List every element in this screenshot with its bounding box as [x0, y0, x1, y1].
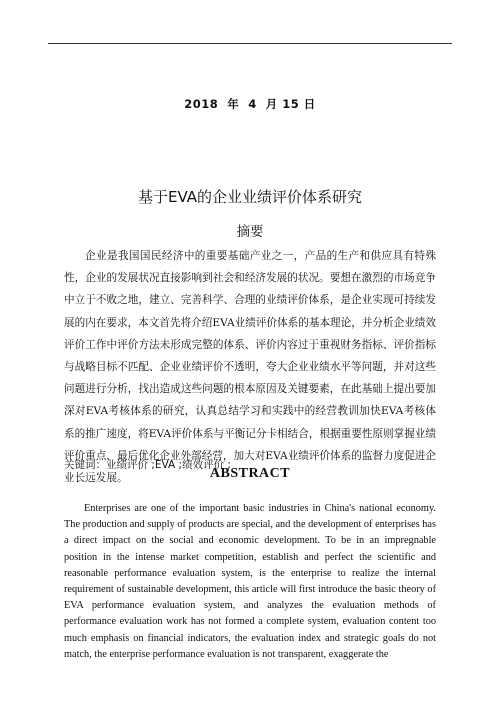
abstract-body-english: Enterprises are one of the important basic industries in China's national economy. The production and supply of products are special, and the development of enterprises has a direct impact on the social and economic development. To be in an impregnable position in the intense market competition, establish and perfect the scientific and reasonable performance evaluation system, is the enterprise to realize the internal requirement of sustainable development, this article will first introduce the basic theory of EVA performance evaluation system, and analyzes the evaluation methods of performance evaluation work has not formed a complete system, evaluation content too much emphasis on financial indicators, the evaluation index and strategic goals do not match, the enterprise performance evaluation is not transparent, exaggerate the: [64, 503, 436, 660]
document-date: 2018 年 4 月 15 日: [184, 97, 316, 111]
keywords-line: 关键词：业绩评价 ;EVA ;绩效评价 ;: [64, 459, 231, 471]
abstract-body-chinese: 企业是我国国民经济中的重要基础产业之一，产品的生产和供应具有特殊性，企业的发展状况直接影响到社会和经济发展的状况。要想在激烈的市场竞争中立于不败之地，建立、完善科学、合理的业绩评价体系，是企业实现可持续发展的内在要求，本文首先将介绍EVA业绩评价体系的基本理论，并分析企业绩效评价工作中评价方法未形成完整的体系、评价内容过于重视财务指标、评价指标与战略目标不匹配、企业业绩评价不透明，夸大企业业绩水平等问题，并对这些问题进行分析，找出造成这些问题的根本原因及关键要素，在此基础上提出要加深对EVA考核体系的研究，认真总结学习和实践中的经营教训加快EVA考核体系的推广速度，将EVA评价体系与平衡记分卡相结合，根据重要性原则掌握业绩评价重点，最后优化企业外部经营，加大对EVA业绩评价体系的监督力度促进企业长远发展。: [64, 250, 436, 485]
header-rule: [48, 43, 452, 44]
document-title: 基于EVA的企业业绩评价体系研究: [137, 188, 363, 206]
abstract-heading-english: ABSTRACT: [209, 466, 291, 481]
abstract-heading: 摘要: [236, 224, 264, 240]
